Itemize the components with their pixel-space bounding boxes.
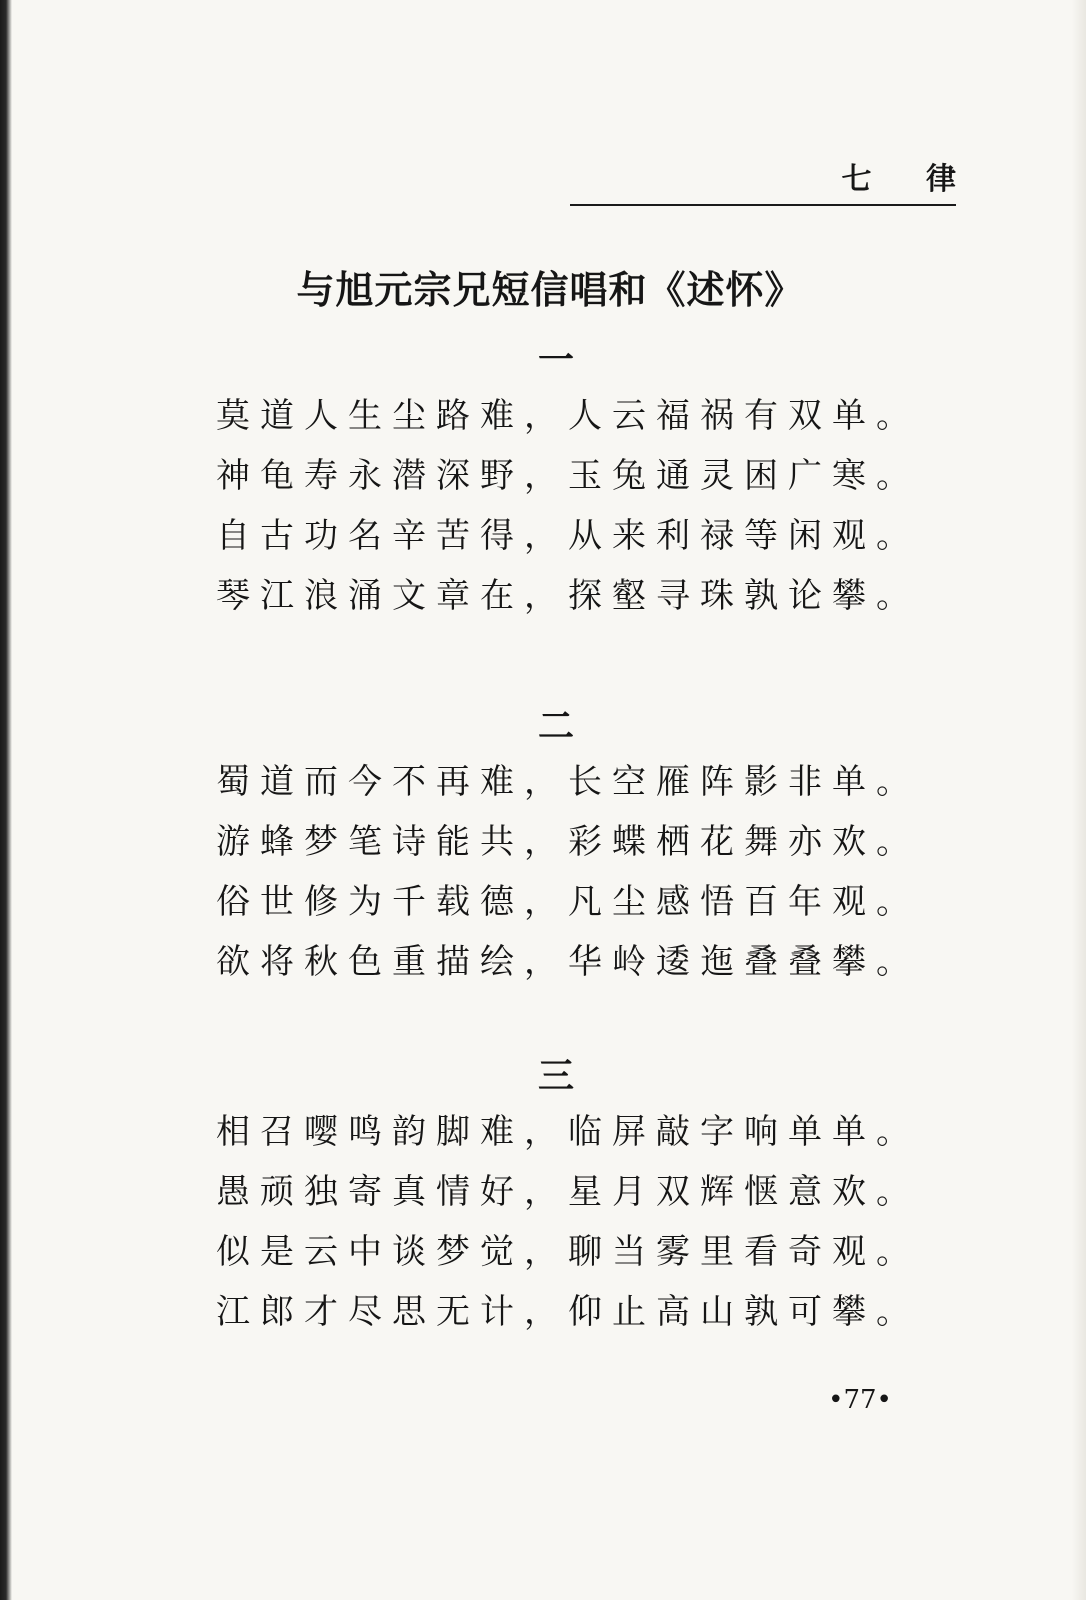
section-title: 七 律	[841, 162, 978, 197]
stanza-number: 一	[537, 339, 574, 381]
poem-line: 江郎才尽思无计，仰止高山孰可攀。	[216, 1292, 920, 1332]
poem-line: 相召嘤鸣韵脚难，临屏敲字响单单。	[216, 1112, 920, 1152]
poem-line: 游蜂梦笔诗能共，彩蝶栖花舞亦欢。	[216, 822, 920, 862]
running-header	[570, 160, 978, 208]
poem-line: 愚顽独寄真情好，星月双辉惬意欢。	[216, 1172, 920, 1212]
stanza-number: 二	[537, 705, 574, 747]
poem-line: 自古功名辛苦得，从来利禄等闲观。	[216, 516, 920, 556]
poem-line: 似是云中谈梦觉，聊当雾里看奇观。	[216, 1232, 920, 1272]
header-rule	[570, 204, 956, 206]
page-number: •77•	[828, 1385, 892, 1415]
stanza-3	[216, 1050, 920, 1342]
page-binding-edge	[0, 0, 12, 1600]
poem-title: 与旭元宗兄短信唱和《述怀》	[296, 267, 804, 312]
poem-line: 蜀道而今不再难，长空雁阵影非单。	[216, 762, 920, 802]
poem-line: 神龟寿永潜深野，玉兔通灵困广寒。	[216, 456, 920, 496]
poem-line: 莫道人生尘路难，人云福祸有双单。	[216, 396, 920, 436]
poem-line: 欲将秋色重描绘，华岭逶迤叠叠攀。	[216, 942, 920, 982]
stanza-number: 三	[537, 1055, 574, 1097]
page-right-edge	[1072, 0, 1086, 1600]
poem-line: 俗世修为千载德，凡尘感悟百年观。	[216, 882, 920, 922]
stanza-2	[216, 700, 920, 992]
poem-line: 琴江浪涌文章在，探壑寻珠孰论攀。	[216, 576, 920, 616]
stanza-1	[216, 334, 920, 626]
